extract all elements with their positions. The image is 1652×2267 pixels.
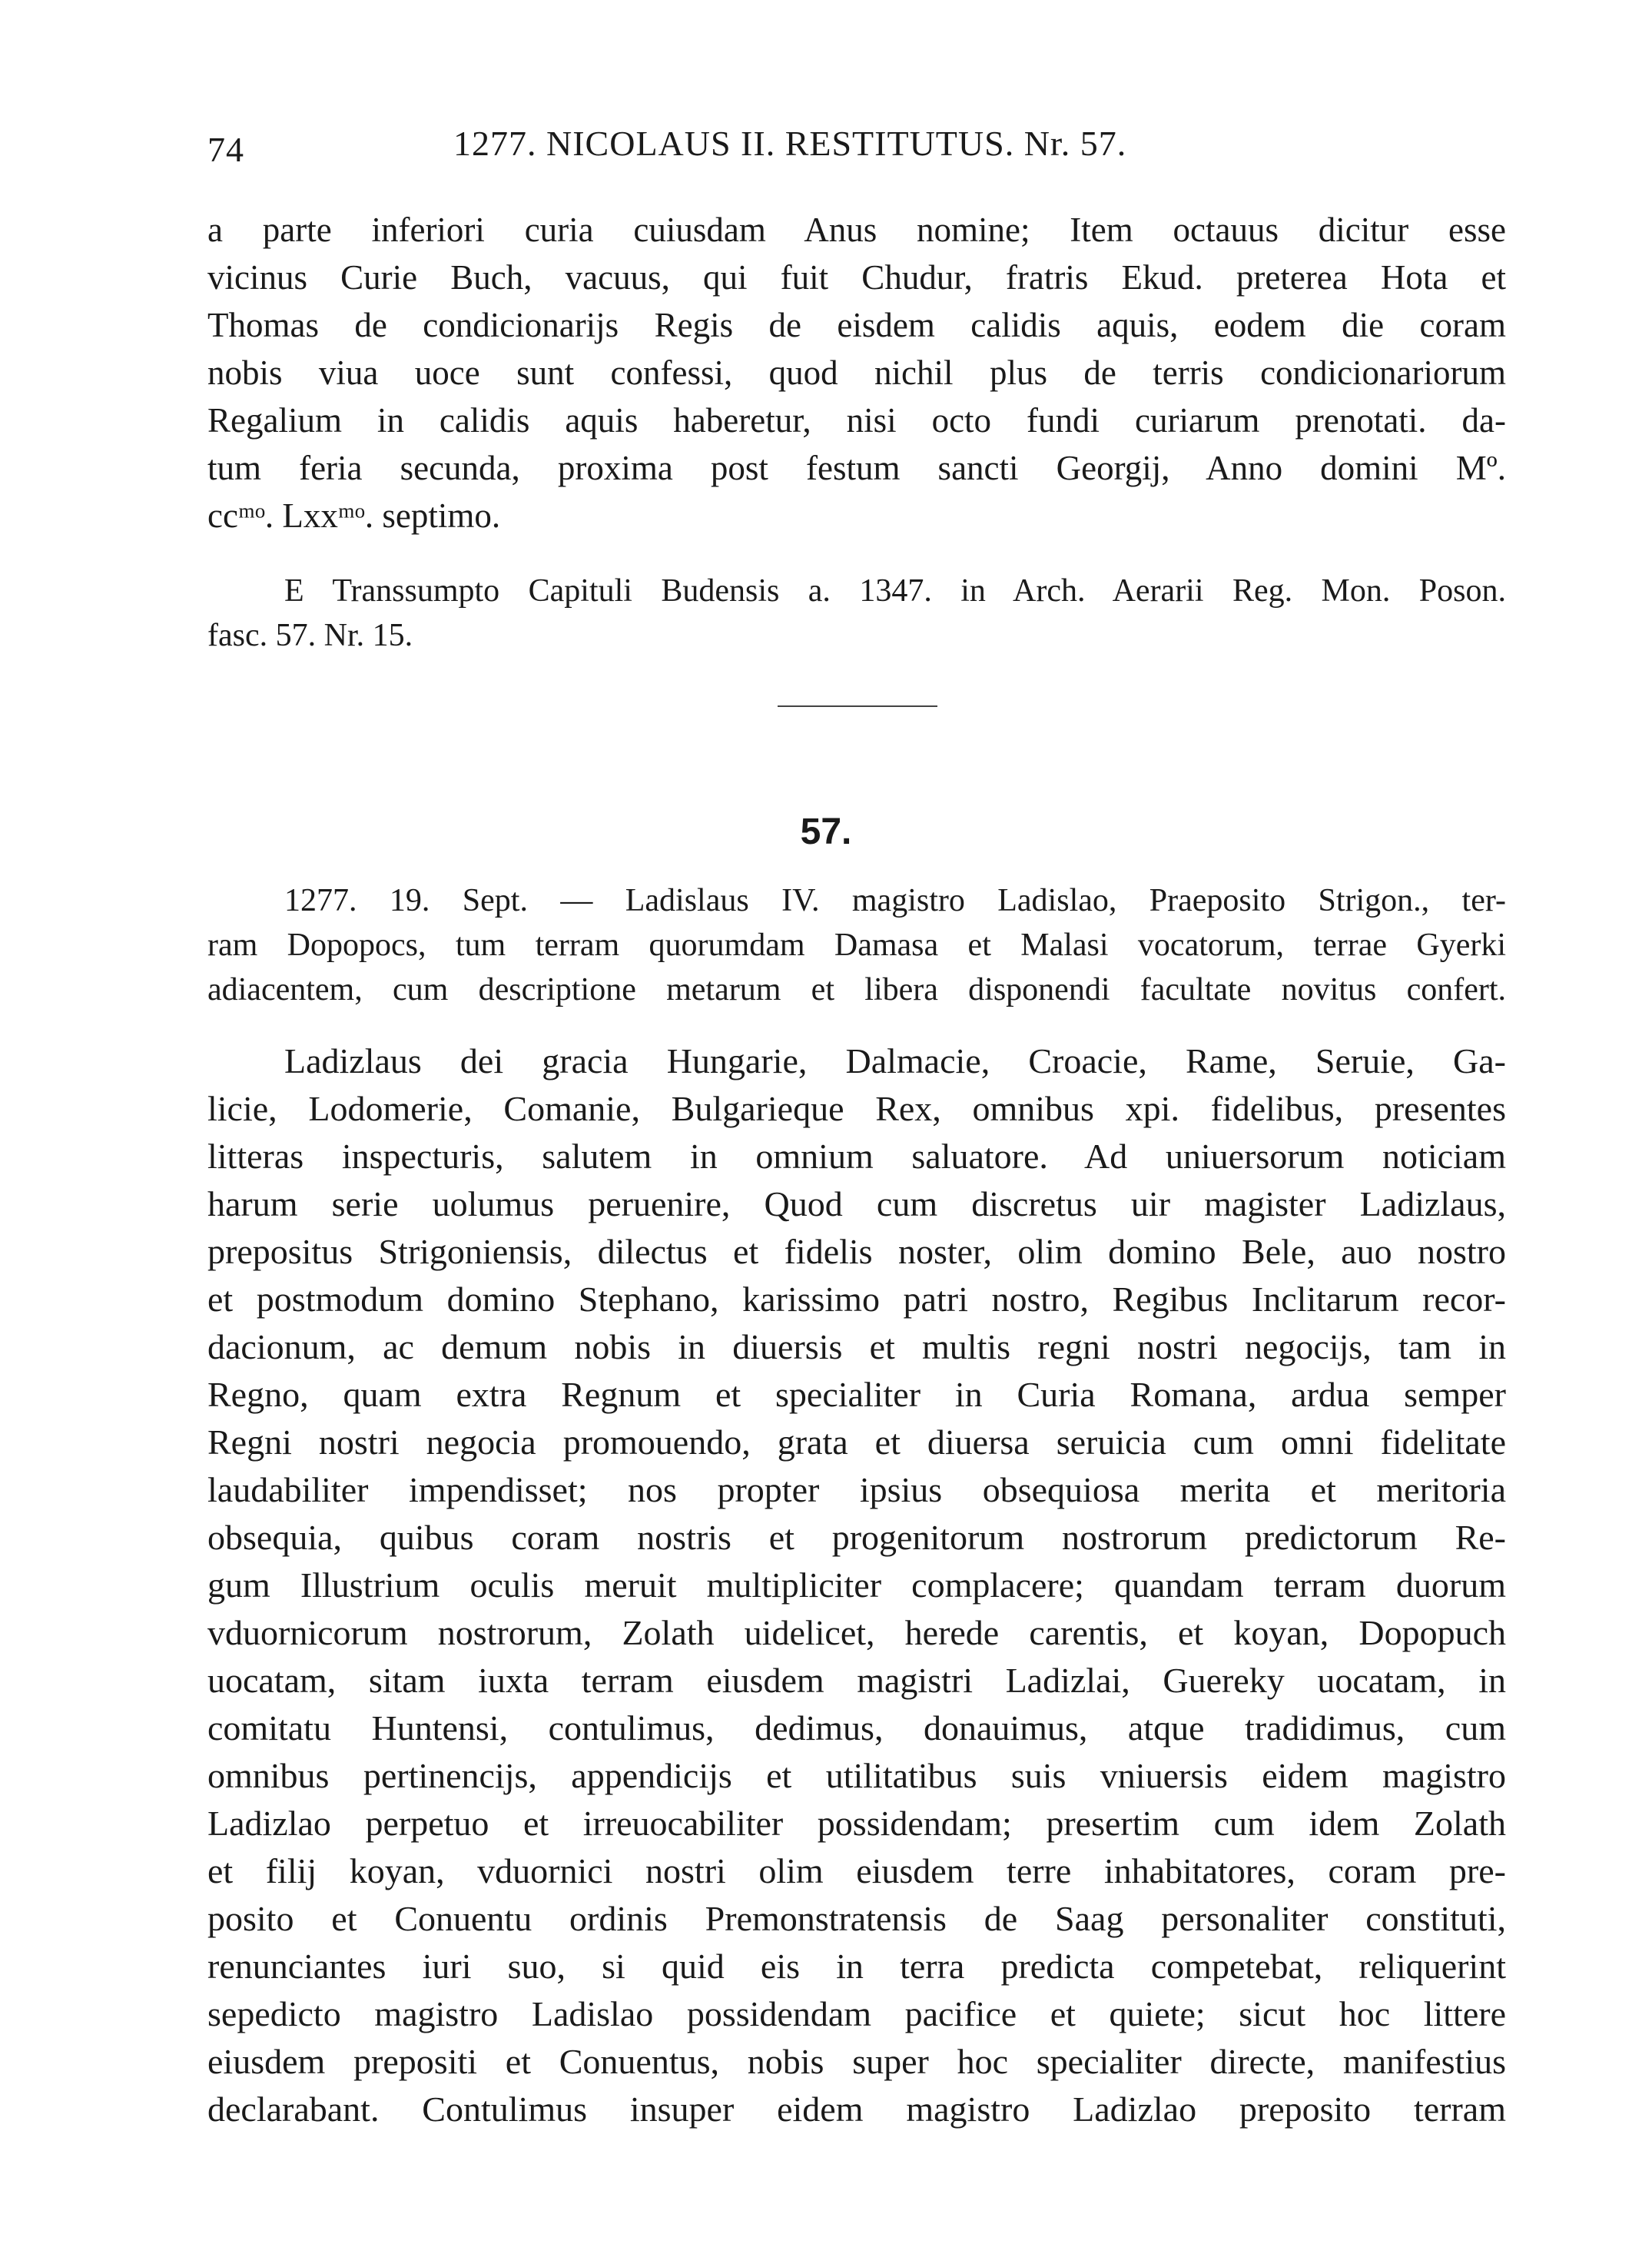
charter-line: Ladizlaus dei gracia Hungarie, Dalmacie, Croacie, Rame, Seruie, Ga- [284, 1041, 1506, 1080]
charter-line: Ladizlao perpetuo et irreuocabiliter possidendam; presertim cum idem Zolath [207, 1804, 1506, 1843]
charter-line: Regni nostri negocia promouendo, grata et diuersa seruicia cum omni fidelitate [207, 1422, 1506, 1462]
charter-line: comitatu Huntensi, contulimus, dedimus, donauimus, atque tradidimus, cum [207, 1708, 1506, 1748]
charter-line: eiusdem prepositi et Conuentus, nobis super hoc specialiter directe, manifestius [207, 2042, 1506, 2081]
text-line: a parte inferiori curia cuiusdam Anus nomine; Item octauus dicitur esse [207, 211, 1506, 249]
source-line: E Transsumpto Capituli Budensis a. 1347. in Arch. Aerarii Reg. Mon. Poson. [284, 573, 1506, 609]
page-number: 74 [207, 130, 244, 169]
charter-line: gum Illustrium oculis meruit multipliciter complacere; quandam terram duorum [207, 1565, 1506, 1605]
document-number: 57. [800, 812, 852, 852]
charter-line: uocatam, sitam iuxta terram eiusdem magistri Ladizlai, Guereky uocatam, in [207, 1661, 1506, 1700]
running-head: 1277. NICOLAUS II. RESTITUTUS. Nr. 57. [453, 124, 1127, 163]
source-note [207, 569, 1506, 658]
charter-line: vduornicorum nostrorum, Zolath uidelicet, herede carentis, et koyan, Dopopuch [207, 1613, 1506, 1652]
regest-line: ram Dopopocs, tum terram quorumdam Damasa et Malasi vocatorum, terrae Gyerki [207, 928, 1506, 963]
text-line: ccᵐᵒ. Lxxᵐᵒ. septimo. [207, 496, 501, 535]
continued-paragraph [207, 206, 1506, 539]
source-line: fasc. 57. Nr. 15. [207, 618, 413, 653]
section-divider [778, 705, 937, 707]
charter-line: posito et Conuentu ordinis Premonstratensis de Saag personaliter constituti, [207, 1899, 1506, 1938]
text-line: vicinus Curie Buch, vacuus, qui fuit Chudur, fratris Ekud. preterea Hota et [207, 258, 1506, 297]
text-line: nobis viua uoce sunt confessi, quod nichil plus de terris condicionariorum [207, 353, 1506, 392]
charter-text [207, 1037, 1506, 2133]
charter-line: renunciantes iuri suo, si quid eis in terra predicta competebat, reliquerint [207, 1947, 1506, 1986]
charter-line: dacionum, ac demum nobis in diuersis et multis regni nostri negocijs, tam in [207, 1327, 1506, 1366]
charter-line: obsequia, quibus coram nostris et progenitorum nostrorum predictorum Re- [207, 1518, 1506, 1557]
charter-line: licie, Lodomerie, Comanie, Bulgarieque Rex, omnibus xpi. fidelibus, presentes [207, 1089, 1506, 1128]
charter-line: omnibus pertinencijs, appendicijs et utilitatibus suis vniuersis eidem magistro [207, 1756, 1506, 1795]
charter-line: harum serie uolumus peruenire, Quod cum discretus uir magister Ladizlaus, [207, 1184, 1506, 1223]
regest-line: 1277. 19. Sept. — Ladislaus IV. magistro Ladislao, Praeposito Strigon., ter- [284, 883, 1506, 918]
charter-line: et postmodum domino Stephano, karissimo patri nostro, Regibus Inclitarum recor- [207, 1280, 1506, 1319]
charter-line: sepedicto magistro Ladislao possidendam pacifice et quiete; sicut hoc littere [207, 1994, 1506, 2033]
charter-line: et filij koyan, vduornici nostri olim eiusdem terre inhabitatores, coram pre- [207, 1851, 1506, 1890]
charter-line: laudabiliter impendisset; nos propter ipsius obsequiosa merita et meritoria [207, 1470, 1506, 1509]
charter-line: Regno, quam extra Regnum et specialiter in Curia Romana, ardua semper [207, 1375, 1506, 1414]
charter-line: litteras inspecturis, salutem in omnium saluatore. Ad uniuersorum noticiam [207, 1137, 1506, 1176]
regest-summary [207, 878, 1506, 1012]
page-header [207, 123, 1498, 169]
text-line: tum feria secunda, proxima post festum sancti Georgij, Anno domini Mº. [207, 449, 1506, 487]
charter-line: declarabant. Contulimus insuper eidem magistro Ladizlao preposito terram [207, 2089, 1506, 2129]
text-line: Thomas de condicionarijs Regis de eisdem calidis aquis, eodem die coram [207, 306, 1506, 344]
charter-line: prepositus Strigoniensis, dilectus et fidelis noster, olim domino Bele, auo nostro [207, 1232, 1506, 1271]
text-line: Regalium in calidis aquis haberetur, nisi octo fundi curiarum prenotati. da- [207, 401, 1506, 440]
regest-line: adiacentem, cum descriptione metarum et libera disponendi facultate novitus confert. [207, 972, 1506, 1007]
